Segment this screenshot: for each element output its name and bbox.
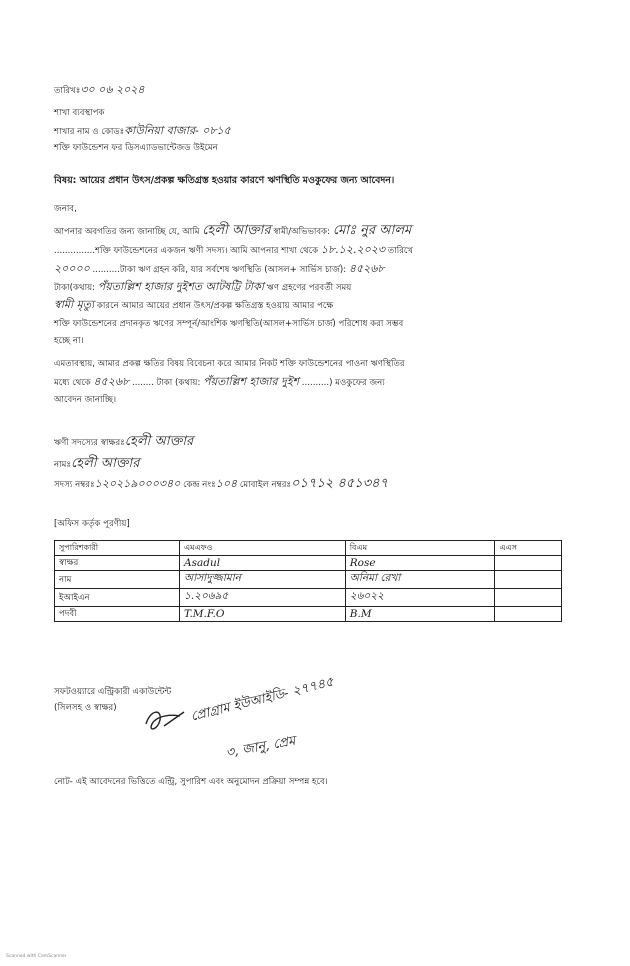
- column-header: সুপারিশকারী: [55, 541, 180, 556]
- mobile-label: মোবাইল নম্বরঃ: [239, 480, 292, 490]
- bm-cell: B.M: [345, 607, 495, 622]
- mfo-cell: Asadul: [180, 556, 346, 571]
- software-accountant-label: সফটওয়্যারে এন্ট্রিকারী একাউন্টেন্ট: [54, 687, 172, 697]
- body-line-3: [54, 263, 385, 276]
- signature-label: ঋণী সদস্যের স্বাক্ষরঃ: [54, 438, 125, 448]
- table-row: [55, 607, 562, 622]
- body-text: আপনার অবগতির জন্য জানাচ্ছি যে, আমি: [54, 227, 200, 237]
- branch-manager-line: শাখা ব্যবস্থাপক: [54, 108, 105, 118]
- as-cell: [495, 556, 562, 571]
- body-line-5: [54, 299, 333, 312]
- mfo-cell: T.M.F.O: [180, 607, 346, 622]
- accountant-signature-icon: [140, 706, 188, 736]
- as-cell: [495, 607, 562, 622]
- body-text: ..........টাকা ঋণ গ্রহন করি, যার সর্বশেষ ঋণস্থিতি (আসল+ সার্ভিস চার্জ):: [92, 265, 347, 275]
- body-line-6: শক্তি ফাউন্ডেশনের প্রদানকৃত ঋণের সম্পূর্ন/আংশিক ঋণস্থিতি(আসল+সার্ভিস চার্জ) পরিশোধ করা সম্ভব: [54, 319, 404, 329]
- body-text: টাকা(কথায়:: [54, 283, 96, 293]
- column-header: এমএফও: [180, 541, 346, 556]
- member-signature-line: [54, 436, 193, 449]
- date-line: [54, 84, 145, 97]
- body-line-4: [54, 281, 351, 294]
- subject-line: বিষয়: আয়ের প্রধান উৎস/প্রকল্প ক্ষতিগ্রস্ত হওয়ার কারণে ঋণস্থিতি মওকুফের জন্য আবেদন।: [54, 175, 395, 186]
- mfo-cell: আসাদুজ্জামান: [180, 571, 346, 589]
- office-heading: [অফিস কর্তৃক পূরণীয়]: [54, 519, 130, 529]
- body-text: ঋণ গ্রহণের পরবর্তী সময়: [266, 283, 352, 293]
- loan-date-handwritten: ১৮.১২.২০২৩: [320, 243, 386, 256]
- program-uid-handwritten: প্রোগ্রাম ইউআইডি- ২৭৭৪৫: [189, 674, 336, 725]
- row-label: নাম: [55, 571, 180, 589]
- member-number-handwritten: ১২০২১৯০০০৩৪০: [94, 477, 181, 490]
- as-cell: [495, 589, 562, 607]
- member-name-handwritten-2: হেলী আক্তার: [70, 456, 140, 471]
- office-table: [54, 540, 562, 622]
- center-label: কেন্দ্র নংঃ: [183, 480, 216, 490]
- date-label: তারিখঃ: [54, 86, 81, 96]
- salutation: জনাব,: [54, 204, 77, 214]
- balance-handwritten: ৪৫২৬৮: [348, 262, 385, 275]
- branch-name-line: [54, 125, 231, 138]
- bm-cell: Rose: [345, 556, 495, 571]
- member-number-line: [54, 478, 388, 491]
- body-line-2: [54, 244, 413, 257]
- row-label: ইআইএন: [55, 589, 180, 607]
- reason-handwritten: স্বামী মৃত্যু: [54, 298, 95, 311]
- software-seal-label: (সিলসহ ও স্বাক্ষর): [54, 703, 117, 713]
- table-row: [55, 571, 562, 589]
- body-text: ........ টাকা (কথায়:: [131, 378, 201, 388]
- program-date-handwritten: ৩, জানু, প্রেম: [224, 733, 297, 761]
- waive-amount-handwritten: ৪৫২৬৮: [93, 375, 130, 388]
- bm-cell: ২৬০২২: [345, 589, 495, 607]
- loan-amount-handwritten: ২০০০০: [54, 262, 90, 275]
- row-label: পদবী: [55, 607, 180, 622]
- member-name-line: [54, 458, 139, 471]
- org-name-line: শক্তি ফাউন্ডেশন ফর ডিসএ্যাডভান্টেজড উইমেন: [54, 143, 218, 153]
- table-row: [55, 589, 562, 607]
- para2-line-2: [54, 376, 385, 389]
- date-value: ৩০ ০৬ ২০২৪: [80, 83, 145, 96]
- body-text: ..........) মওকুফের জন্য: [301, 378, 385, 388]
- branch-name-label: শাখার নাম ও কোডঃ: [54, 127, 125, 137]
- body-text: স্বামী/অভিভাবক:: [273, 227, 331, 237]
- body-text: তারিখে: [387, 246, 414, 256]
- balance-words-handwritten: পঁয়তাল্লিশ হাজার দুইশত আটষট্টি টাকা: [97, 280, 265, 293]
- as-cell: [495, 571, 562, 589]
- name-label: নামঃ: [54, 460, 71, 470]
- branch-name-value: কাউনিয়া বাজার- ০৮১৫: [124, 124, 231, 137]
- para2-line-1: এমতাবস্থায়, আমার প্রকল্প ক্ষতির বিষয় বিবেচনা করে আমার নিকট শক্তি ফাউন্ডেশনের পাওনা ঋণস্থিতির: [54, 359, 405, 369]
- column-header: বিএম: [345, 541, 495, 556]
- body-text: ...............শক্তি ফাউন্ডেশনের একজন ঋণী সদস্য। আমি আপনার শাখা থেকে: [54, 246, 319, 256]
- para2-line-3: আবেদন জানাচ্ছি।: [54, 395, 117, 405]
- member-signature-handwritten: হেলী আক্তার: [124, 434, 194, 449]
- bm-cell: অনিমা রেখা: [345, 571, 495, 589]
- mfo-cell: ১.২০৬৯৫: [180, 589, 346, 607]
- mobile-handwritten: ০১৭১২ ৪৫১৩৪৭: [291, 476, 389, 491]
- body-line-1: [54, 225, 411, 238]
- note-line: নোট- এই আবেদনের ভিত্তিতে এন্ট্রি, সুপারিশ এবং অনুমোদন প্রক্রিয়া সম্পন্ন হবে।: [54, 777, 328, 787]
- table-header-row: [55, 541, 562, 556]
- column-header: এএস: [495, 541, 562, 556]
- center-handwritten: ১০৪: [215, 477, 238, 490]
- body-text: কারনে আমার আয়ের প্রধান উৎস/প্রকল্প ক্ষতিগ্রস্ত হওয়ায় আমার পক্ষে: [96, 301, 334, 311]
- waive-words-handwritten: পঁয়তাল্লিশ হাজার দুইশ: [203, 375, 300, 388]
- member-name-handwritten: হেলী আক্তার: [202, 223, 271, 238]
- number-label: সদস্য নম্বরঃ: [54, 480, 95, 490]
- guardian-handwritten: মোঃ নুর আলম: [332, 223, 412, 238]
- row-label: স্বাক্ষর: [55, 556, 180, 571]
- scanner-watermark: Scanned with CamScanner: [6, 954, 67, 959]
- body-line-7: হচ্ছে না।: [54, 336, 84, 346]
- body-text: মধ্যে থেকে: [54, 378, 91, 388]
- table-row: [55, 556, 562, 571]
